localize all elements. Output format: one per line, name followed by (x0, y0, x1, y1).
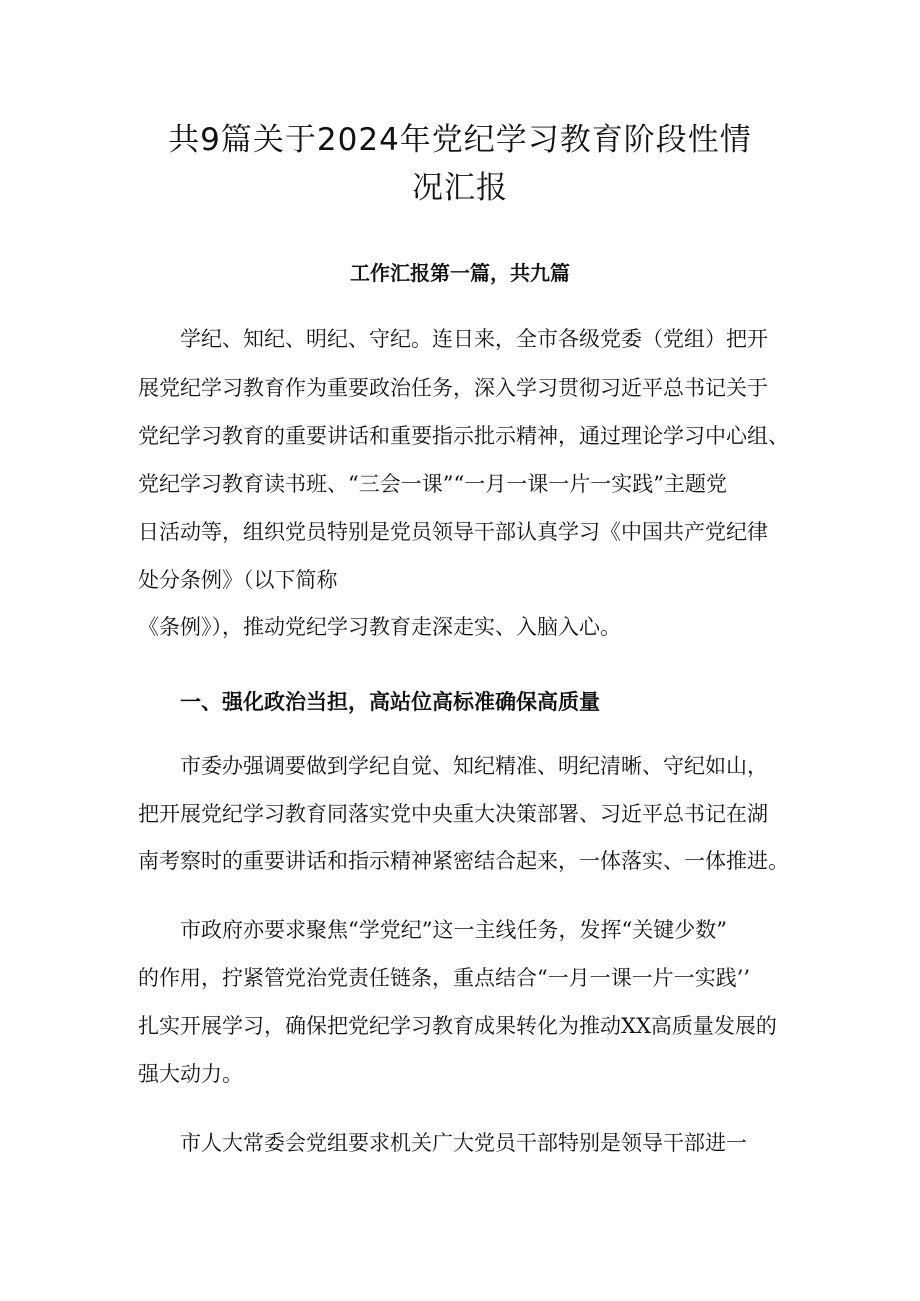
paragraph-3-line: 的作用，拧紧管党治党责任链条，重点结合“一月一课一片一实践’’ (138, 966, 751, 990)
paragraph-4-line: 市人大常委会党组要求机关广大党员干部特别是领导干部进一 (180, 1131, 747, 1155)
paragraph-3-line: 扎实开展学习，确保把党纪学习教育成果转化为推动XX高质量发展的 (138, 1014, 777, 1038)
paragraph-1-line: 《条例》），推动党纪学习教育走深走实、入脑入心。 (138, 615, 621, 639)
paragraph-1-line: 处分条例》（以下简称 (138, 568, 338, 592)
paragraph-1-line: 日活动等，组织党员特别是党员领导干部认真学习《中国共产党纪律 (138, 520, 768, 544)
paragraph-1-line: 党纪学习教育读书班、“三会一课”“一月一课一片一实践”主题党 (138, 472, 727, 496)
document-title-line-2: 况汇报 (412, 170, 508, 206)
paragraph-3-line: 强大动力。 (138, 1062, 243, 1086)
paragraph-2-line: 南考察时的重要讲话和指示精神紧密结合起来，一体落实、一体推进。 (138, 849, 789, 873)
paragraph-3-line: 市政府亦要求聚焦“学党纪”这一主线任务，发挥“关键少数” (180, 918, 727, 942)
paragraph-1-line: 学纪、知纪、明纪、守纪。连日来，全市各级党委（党组）把开 (180, 327, 768, 351)
section-heading-1: 一、强化政治当担，高站位高标准确保高质量 (180, 690, 600, 714)
document-title-line-1: 共9篇关于2024年党纪学习教育阶段性情 (168, 122, 752, 158)
paragraph-2-line: 市委办强调要做到学纪自觉、知纪精准、明纪清晰、守纪如山， (180, 754, 768, 778)
paragraph-1-line: 展党纪学习教育作为重要政治任务，深入学习贯彻习近平总书记关于 (138, 376, 768, 400)
document-subtitle: 工作汇报第一篇，共九篇 (350, 261, 570, 285)
paragraph-1-line: 党纪学习教育的重要讲话和重要指示批示精神，通过理论学习中心组、 (138, 424, 789, 448)
paragraph-2-line: 把开展党纪学习教育同落实党中央重大决策部署、习近平总书记在湖 (138, 802, 768, 826)
